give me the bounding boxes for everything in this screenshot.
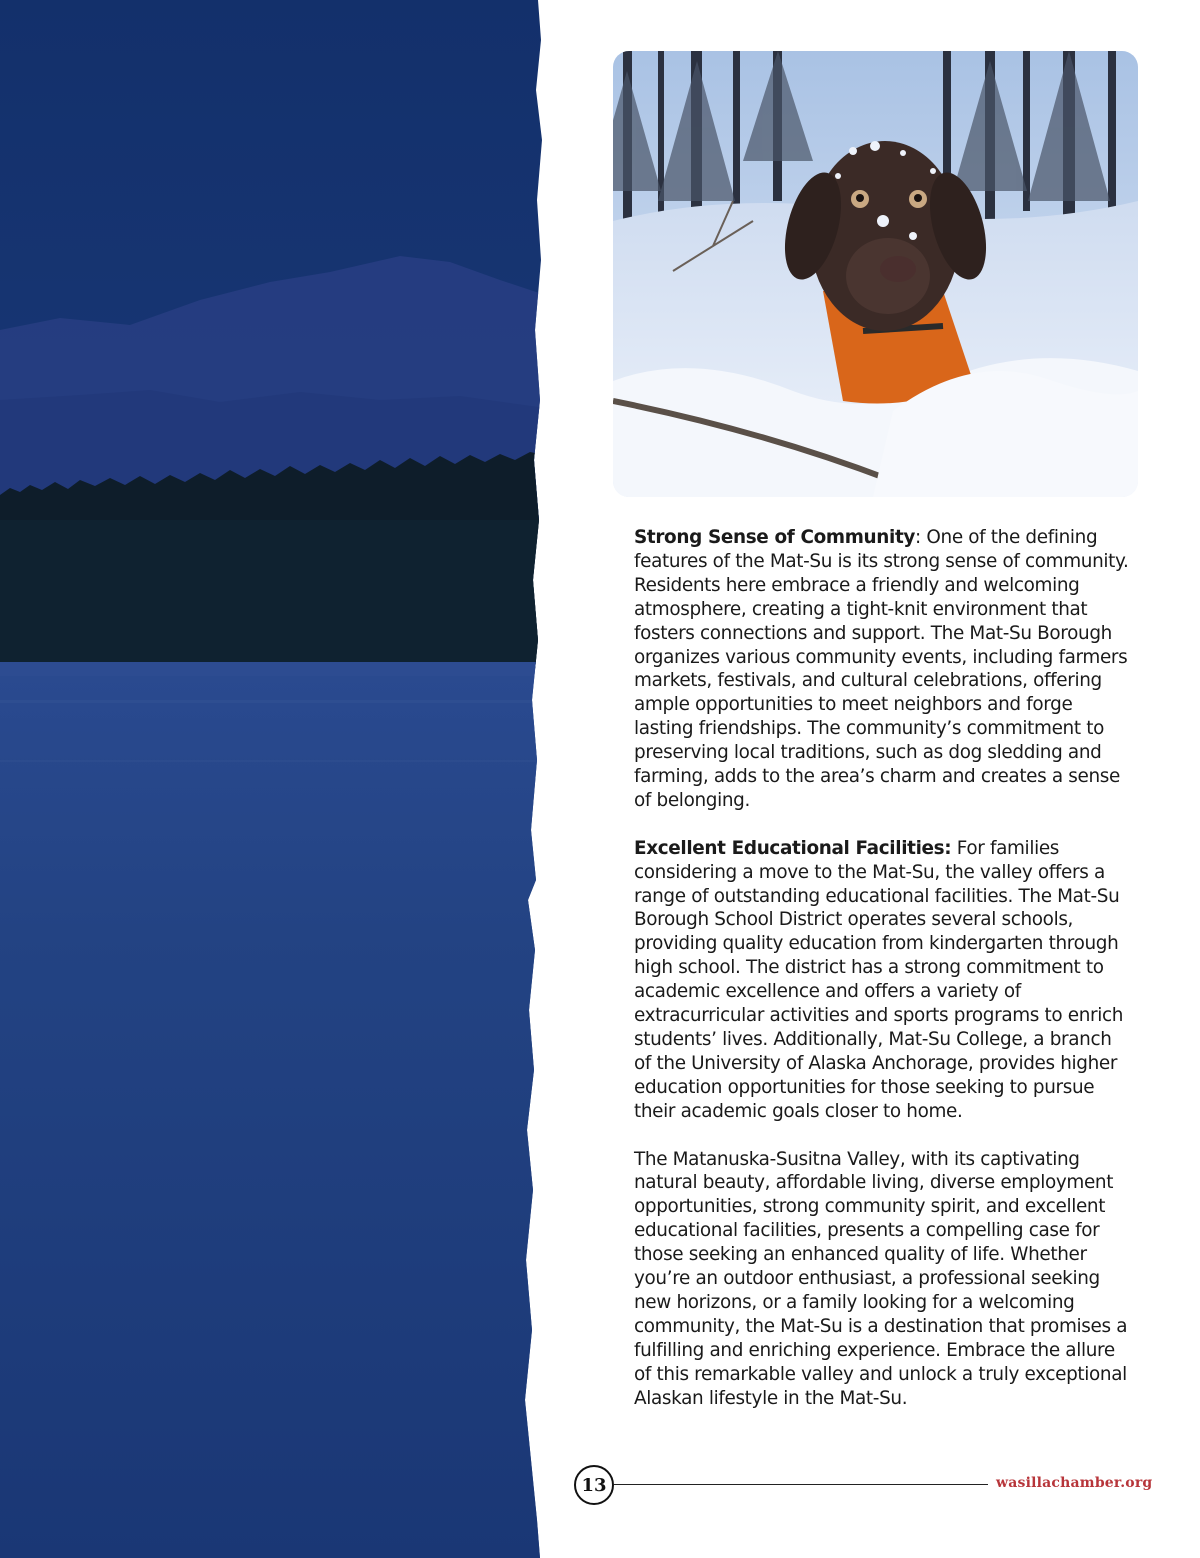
heading-separator: :: [915, 527, 927, 548]
section-text: One of the defining features of the Mat-Su is its strong sense of community. Residents here embrace a friendly and welcoming atmosphere, creating a tight-knit environment that fosters connections and support. The Mat-Su Borough organizes various community events, including farmers markets, festivals, and cultural celebrations, offering ample opportunities to meet neighbors and forge lasting friendships. The community’s commitment to preserving local traditions, such as dog sledding and farming, adds to the area’s charm and creates a sense of belonging.: [634, 527, 1129, 811]
section-heading: Excellent Educational Facilities:: [634, 837, 952, 859]
website-url[interactable]: wasillachamber.org: [996, 1475, 1153, 1491]
footer-divider: [614, 1484, 988, 1485]
page-number: 13: [574, 1465, 614, 1505]
dog-in-snow-photo: [613, 51, 1138, 497]
section-text: The Matanuska-Susitna Valley, with its captivating natural beauty, affordable living, diverse employment opportunities, strong community spirit, and excellent educational facilities, presents a compelling case for those seeking an enhanced quality of life. Whether you’re an outdoor enthusiast, a professional seeking new horizons, or a family looking for a welcoming community, the Mat-Su is a destination that promises a fulfilling and enriching experience. Embrace the allure of this remarkable valley and unlock a truly exceptional Alaskan lifestyle in the Mat-Su.: [634, 1148, 1128, 1409]
section-conclusion: [634, 1148, 1134, 1411]
section-community: [634, 526, 1134, 813]
section-text: For families considering a move to the Mat-Su, the valley offers a range of outstanding educational facilities. The Mat-Su Borough School District operates several schools, providing quality education from kindergarten through high school. The district has a strong commitment to academic excellence and offers a variety of extracurricular activities and sports programs to enrich students’ lives. Additionally, Mat-Su College, a branch of the University of Alaska Anchorage, provides higher education opportunities for those seeking to pursue their academic goals closer to home.: [634, 837, 1124, 1122]
article-body: [634, 526, 1134, 1434]
lake-dusk-photo: [0, 0, 560, 1558]
section-education: [634, 837, 1134, 1124]
section-heading: Strong Sense of Community: [634, 527, 916, 548]
